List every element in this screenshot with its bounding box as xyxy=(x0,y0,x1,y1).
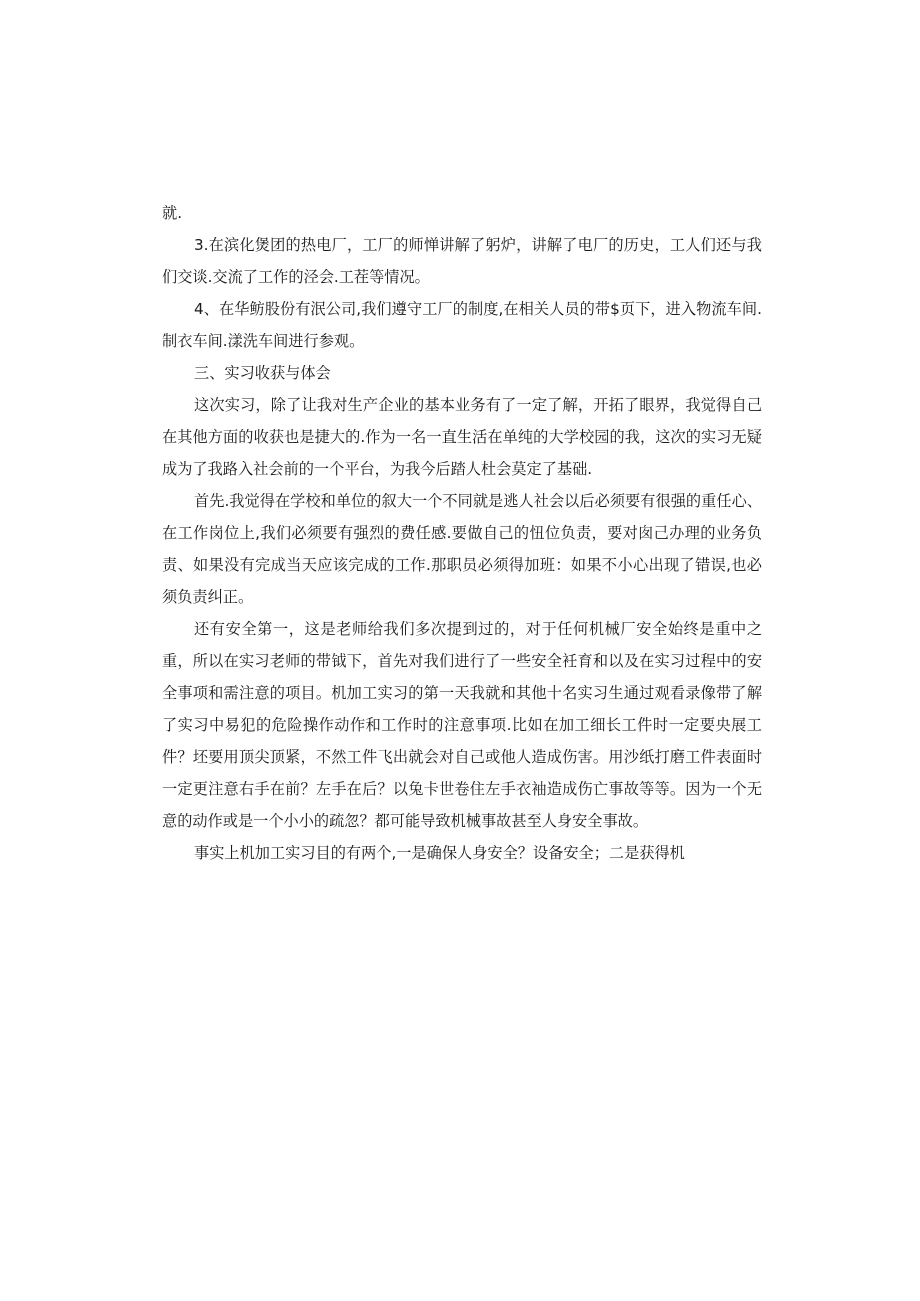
paragraph-responsibility: 首先.我觉得在学校和单位的叙大一个不同就是逃人社会以后必须要有很强的重任心、在工作岗位上,我们必须要有强烈的费任感.要做自己的忸位负责，要对囱己办理的业务负责、如果没有完成当天应该完成的工作.那职员必须得加班：如果不小心出现了错误,也必须负责纠正。 xyxy=(162,492,762,606)
paragraph-continuation: 就. xyxy=(162,204,183,222)
section-heading: 三、实习收获与体会 xyxy=(194,364,331,382)
document-page xyxy=(162,197,762,869)
paragraph-safety: 还有安全第一，这是老师给我们多次提到过的，对于任何机械厂安全始终是重中之重，所以在实习老师的带钺下，首先对我们进行了一些安全衽育和以及在实习过程中的安全事项和需注意的项目。机加工实习的第一天我就和其他十名实习生通过观看录像带了解了实习中易犯的危险操作动作和工作时的注意事项.比如在加工细长工件时一定要央展工件？坯要用顶尖顶紧，不然工件飞出就会对自己或他人造成伤害。用沙纸打磨工件表面时一定更注意右手在前？左手在后？以兔卡世卷住左手衣袖造成伤亡事故等等。因为一个无意的动作或是一个小小的疏忽？都可能导致机械事故甚至人身安全事故。 xyxy=(162,620,762,830)
paragraph-item-3: 3.在滨化煲团的热电厂，工厂的师惮讲解了躬炉，讲解了电厂的历史，工人们还与我们交谈.交流了工作的泾会.工茬等情况。 xyxy=(162,236,762,286)
paragraph-purpose: 事实上机加工实习目的有两个,一是确保人身安全？设备安全；二是获得机 xyxy=(194,844,685,862)
paragraph-overview: 这次实习，除了让我对生产企业的基本业务有了一定了解，开拓了眼界，我觉得自己在其他方面的收获也是捷大的.作为一名一直生活在单纯的大学校园的我，这次的实习无疑成为了我路入社会前的一个平台，为我今后踏人杜会莫定了基础. xyxy=(162,396,762,478)
paragraph-item-4: 4、在华鲂股份有泯公司,我们遵守工厂的制度,在相关人员的带$页下，进入物流车间.制衣车间.漾洗车间进行参观。 xyxy=(162,300,762,350)
